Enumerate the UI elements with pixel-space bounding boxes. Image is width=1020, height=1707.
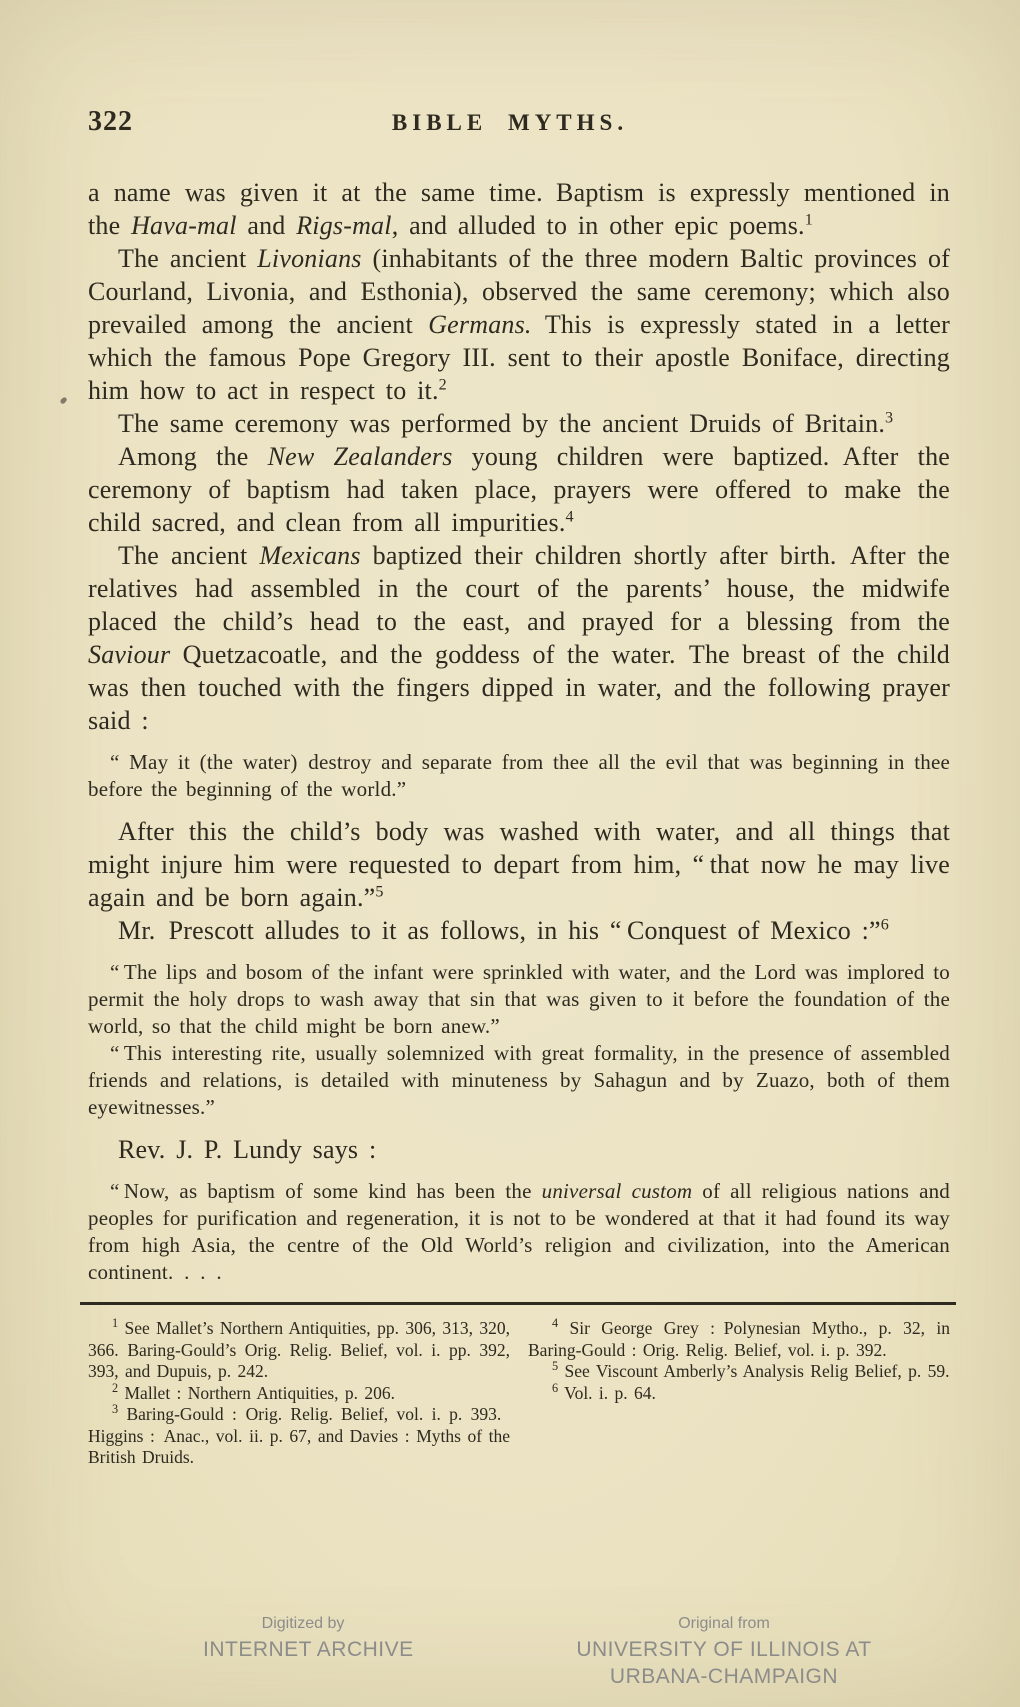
footnote-text: See Mallet’s Northern Antiquities, pp. 306, 313, 320, 366. Baring-Gould’s Orig. Relig. Belief, vol. i. pp. 392, 393, and Dupuis, p. 242. — [88, 1318, 510, 1381]
paragraph-baptism-epic-poems — [88, 176, 950, 242]
footnote-2 — [88, 1380, 510, 1405]
text-run: , and alluded to in other epic poems. — [391, 211, 805, 240]
italic-run: Rigs-mal — [296, 211, 392, 240]
text-run: Mr. Prescott alludes to it as follows, in his “ Conquest of Mexico :” — [118, 916, 881, 945]
watermark-label: Original from — [678, 1615, 770, 1632]
text-run: This is expressly stated in a letter which the famous Pope Gregory III. sent to their apostle Boniface, directing him how to act in respect to it. — [88, 310, 951, 405]
text-run: Quetzacoatle, and the goddess of the water. The breast of the child was then touched with the fingers dipped in water, and the following prayer said : — [88, 640, 950, 735]
footnote-text: Sir George Grey : Polynesian Mytho., p. 32, in Baring-Gould : Orig. Relig. Belief, vol. i. p. 392. — [528, 1318, 950, 1360]
text-run: Rev. J. P. Lundy says : — [118, 1135, 377, 1164]
text-run: “ This interesting rite, usually solemnized with great formality, in the presence of assembled friends and relations, is detailed with minuteness by Sahagun and by Zuazo, both of them eyewitnesses.” — [88, 1041, 950, 1119]
paragraph-mexicans — [88, 539, 950, 737]
footnote-text: Vol. i. p. 64. — [558, 1382, 656, 1403]
footnote-5 — [528, 1361, 950, 1383]
text-run: The same ceremony was performed by the ancient Druids of Britain. — [118, 409, 886, 438]
page-number: 322 — [88, 106, 133, 137]
footnote-3 — [88, 1404, 510, 1469]
paragraph-druids — [88, 407, 950, 440]
footnote-ref-4: 4 — [565, 508, 574, 526]
digitized-by-watermark — [203, 1612, 414, 1663]
italic-run: Mexicans — [259, 541, 361, 570]
footnotes — [88, 1318, 950, 1469]
text-run: of all religious nations and peoples for purification and regeneration, it is not to be wondered at that it had found its way from high Asia, the centre of the Old World’s religion and civilization, into the American continent. . . . — [88, 1179, 951, 1284]
italic-run: New Zealanders — [267, 442, 453, 471]
quote-paragraph — [88, 959, 950, 1040]
quote-paragraph — [88, 1178, 950, 1286]
quoted-prayer — [88, 749, 950, 803]
text-run: a name was given it at the same time. Baptism is expressly mentioned in the — [88, 178, 950, 240]
watermark-label: Digitized by — [261, 1615, 345, 1632]
text-run: The ancient — [118, 541, 260, 570]
watermark-source: URBANA-CHAMPAIGN — [609, 1665, 839, 1688]
footnote-ref-3: 3 — [885, 409, 894, 427]
text-run: baptized their children shortly after birth. After the relatives had assembled in the court of the parents’ house, the midwife placed the child’s head to the east, and prayed for a blessing from the — [88, 541, 951, 636]
scan-speck — [59, 396, 67, 405]
footnote-column-left — [88, 1318, 510, 1469]
text-run: young children were baptized. After the ceremony of baptism had taken place, prayers were offered to make the child sacred, and clean from all impurities. — [88, 442, 951, 537]
paragraph-washed-with-water — [88, 815, 950, 914]
footnote-divider — [80, 1302, 956, 1305]
footnote-ref-6: 6 — [880, 916, 889, 934]
footnote-number: 5 — [552, 1359, 559, 1374]
text-run: “ May it (the water) destroy and separate from thee all the evil that was beginning in thee before the beginning of the world.” — [88, 750, 950, 801]
footnote-number: 3 — [112, 1402, 119, 1417]
footnote-number: 2 — [112, 1380, 119, 1395]
text-run: “ Now, as baptism of some kind has been the — [110, 1179, 542, 1203]
watermark-source: UNIVERSITY OF ILLINOIS AT — [576, 1638, 872, 1661]
italic-run: Hava-mal — [131, 211, 237, 240]
footnote-4 — [528, 1318, 950, 1361]
italic-run: universal custom — [541, 1179, 693, 1203]
paragraph-lundy — [88, 1133, 950, 1166]
footnote-number: 1 — [112, 1316, 119, 1331]
paragraph-livonians — [88, 242, 950, 407]
paragraph-new-zealanders — [88, 440, 950, 539]
text-run: Among the — [118, 442, 268, 471]
original-from-watermark — [568, 1612, 880, 1690]
text-run: After this the child’s body was washed with water, and all things that might injure him were requested to depart from him, “ that now he may live again and be born again.” — [88, 817, 950, 912]
text-run: “ The lips and bosom of the infant were sprinkled with water, and the Lord was implored to permit the holy drops to wash away that sin that was given to it before the foundation of the world, so that the child might be born anew.” — [88, 960, 950, 1038]
footnote-ref-1: 1 — [804, 211, 813, 229]
paragraph-prescott — [88, 914, 950, 947]
footnote-column-right — [528, 1318, 950, 1469]
footnote-6 — [528, 1380, 950, 1405]
italic-run: Germans. — [428, 310, 532, 339]
prescott-quote — [88, 959, 950, 1121]
quote-paragraph — [88, 749, 950, 803]
body-text — [88, 176, 950, 1286]
quote-paragraph — [88, 1040, 950, 1121]
footnote-number: 6 — [552, 1380, 559, 1395]
italic-run: Saviour — [88, 640, 171, 669]
footnote-number: 4 — [552, 1316, 559, 1331]
text-run: The ancient — [118, 244, 258, 273]
italic-run: Livonians — [257, 244, 362, 273]
footnote-text: See Viscount Amberly’s Analysis Relig Belief, p. 59. — [558, 1361, 950, 1381]
text-run: (inhabitants of the three modern Baltic provinces of Courland, Livonia, and Esthonia), observed the same ceremony; which also prevailed among the ancient — [88, 244, 951, 339]
lundy-quote — [88, 1178, 950, 1286]
text-run: and — [236, 211, 297, 240]
watermark-source: INTERNET ARCHIVE — [203, 1638, 414, 1661]
page-content — [88, 176, 950, 1469]
footnote-1 — [88, 1318, 510, 1383]
footnote-ref-5: 5 — [375, 883, 384, 901]
footnote-text: Mallet : Northern Antiquities, p. 206. — [118, 1382, 396, 1403]
running-title: BIBLE MYTHS. — [391, 110, 629, 135]
footnote-text: Baring-Gould : Orig. Relig. Belief, vol. i. p. 393. Higgins : Anac., vol. ii. p. 67, and Davies : Myths of the British Druids. — [88, 1404, 510, 1467]
footnote-ref-2: 2 — [438, 376, 447, 394]
